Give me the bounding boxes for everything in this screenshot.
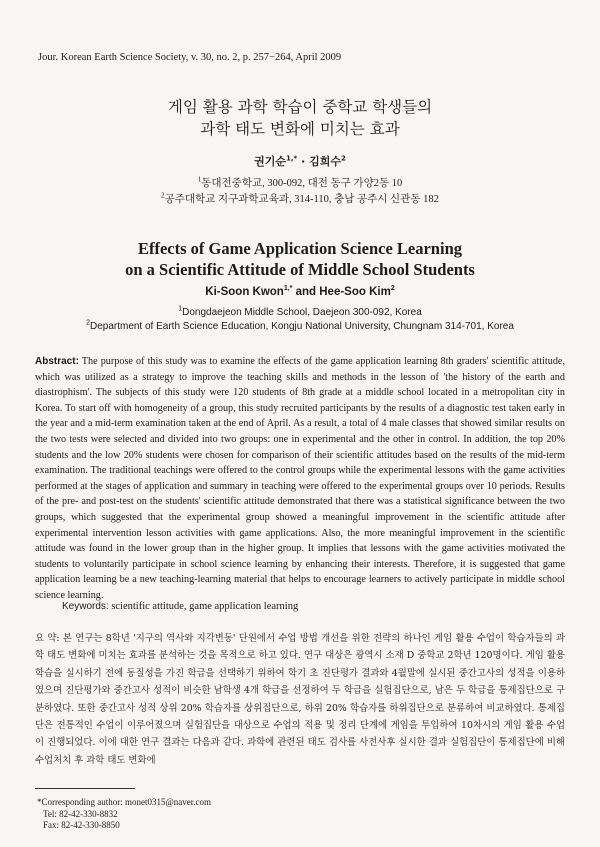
english-affiliations <box>0 306 600 334</box>
korean-authors <box>0 153 600 169</box>
korean-affiliation <box>0 192 600 208</box>
keywords-label: Keywords: <box>62 601 109 612</box>
author-connector: and <box>292 286 320 298</box>
english-author1: Ki-Soon Kwon <box>205 286 284 298</box>
affiliation-text: 공주대학교 지구과학교육과, 314-110, 충남 공주시 신관동 182 <box>164 194 439 205</box>
korean-author1-sup: 1,* <box>286 154 298 163</box>
english-title <box>0 238 600 280</box>
korean-author2-sup: 2 <box>340 154 346 163</box>
english-title-line1: Effects of Game Application Science Learning <box>137 239 462 258</box>
corresponding-author: *Corresponding author: monet0315@naver.com <box>37 797 212 807</box>
affiliation-text: 동대전중학교, 300-092, 대전 동구 가양2동 10 <box>201 178 403 189</box>
telephone: Tel: 82-42-330-8832 <box>43 808 118 819</box>
affiliation-sup: 2 <box>161 191 165 200</box>
korean-abstract <box>35 630 565 769</box>
korean-title-line1: 게임 활용 과학 학습이 중학교 학생들의 <box>167 98 433 116</box>
author-separator: · <box>297 155 310 168</box>
english-author2: Hee-Soo Kim <box>319 286 391 298</box>
english-title-line2: on a Scientific Attitude of Middle School Students <box>125 260 475 279</box>
korean-abstract-label: 요 약: <box>35 633 60 644</box>
korean-title-line2: 과학 태도 변화에 미치는 효과 <box>200 120 400 138</box>
correspondence <box>37 797 211 832</box>
abstract-text: The purpose of this study was to examine the effects of the game application learning 8th graders' scientific attitude, which was utilized as a strategy to improve the teaching skills and methods in the lesson of 'the history of the earth and diastrophism'. The subjects of this study were 120 students of 8th grade at a middle school located in a metropolitan city in Korea. To start off with homogeneity of a group, this study recruited participants by the results of a diagnostic test taken early in the year and a mid-term examination taken at the end of April. As a result, a total of 4 male classes that showed similar results on the two tests were selected and divided into two groups: one in experimental and the other in control. In addition, the top 20% students and the low 20% students were chosen for comparison of their scientific attitudes based on the results of the mid-term examination. The traditional teachings were offered to the control groups while the experimental lessons with the game activities performed at the stages of application and summary in teaching were offered to the experimental groups over 10 periods. Results of the pre- and post-test on the students' scientific attitude demonstrated that there was a statistical significance between the two groups, which suggested that the experimental group showed a meaningful improvement in the scientific attitude after experimental intervention lesson activities with game applications. Also, the more meaningful improvement in the scientific attitude was found in the lower group than in the higher group. It implies that lessons with the game activities motivated the students to voluntarily participate in school science learning by enhancing their interests. Therefore, it is suggested that game application learning be a new teaching-learning material that helps to encourage learners to actively participate in middle school science learning. <box>35 356 565 601</box>
korean-affiliation <box>0 176 600 192</box>
affiliation-text: Dongdaejeon Middle School, Daejeon 300-092, Korea <box>182 307 422 318</box>
english-affiliation <box>0 320 600 334</box>
korean-affiliations <box>0 176 600 208</box>
footnote-rule <box>35 788 135 789</box>
korean-author2: 김희수 <box>309 155 341 168</box>
korean-title <box>0 96 600 140</box>
korean-author1: 권기순 <box>254 155 287 168</box>
journal-header: Jour. Korean Earth Science Society, v. 30, no. 2, p. 257−264, April 2009 <box>38 52 342 63</box>
english-author1-sup: 1,* <box>283 285 293 293</box>
english-affiliation <box>0 306 600 320</box>
abstract <box>35 354 565 604</box>
abstract-label: Abstract: <box>35 356 79 367</box>
korean-abstract-text: 본 연구는 8학년 '지구의 역사와 지각변동' 단원에서 수업 방법 개선을 위한 전략의 하나인 게임 활용 수업이 학습자들의 과학 태도 변화에 미치는 효과를 분석하는 것을 목적으로 하고 있다. 연구 대상은 광역시 소재 D 중학교 2학년 120명이다. 게임 활용 학습을 실시하기 전에 동질성을 가진 학급을 선택하기 위하여 학기 초 진단평가 결과와 4월말에 실시된 중간고사의 성적을 이용하였으며 진단평가와 중간고사 성적이 비슷한 남학생 4개 학급을 선정하여 두 학급을 실험집단으로, 남은 두 학급을 통제집단으로 구분하였다. 또한 중간고사 성적 상위 20% 학습자를 상위집단으로, 하위 20% 학습자를 하위집단으로 분류하여 비교하였다. 통제집단은 전통적인 수업이 이루어졌으며 실험집단을 대상으로 수업의 적용 및 정리 단계에 게임을 투입하여 10차시의 게임 활용 수업이 진행되었다. 이에 대한 연구 결과는 다음과 같다. 과학에 관련된 태도 검사를 사전사후 실시한 결과 실험집단이 통제집단에 비해 수업처치 후 과학 태도 변화에 <box>35 633 565 766</box>
english-authors <box>0 286 600 298</box>
keywords <box>62 601 298 612</box>
affiliation-sup: 1 <box>197 175 202 184</box>
english-author2-sup: 2 <box>390 285 395 293</box>
fax: Fax: 82-42-330-8850 <box>43 820 120 830</box>
affiliation-sup: 2 <box>86 319 90 327</box>
affiliation-text: Department of Earth Science Education, Kongju National University, Chungnam 314-701, Korea <box>89 321 514 332</box>
keywords-text: scientific attitude, game application learning <box>111 601 299 612</box>
affiliation-sup: 1 <box>178 305 183 313</box>
